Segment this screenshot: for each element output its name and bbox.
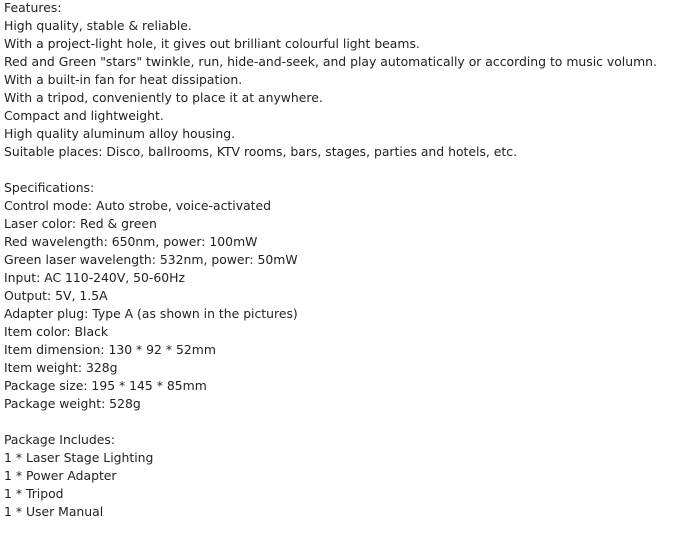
feature-item: With a built-in fan for heat dissipation. [4, 72, 243, 87]
section-spacer [4, 413, 682, 431]
product-description [4, 0, 682, 521]
features-heading: Features: [4, 0, 62, 15]
spec-item: Laser color: Red & green [4, 216, 157, 231]
package-item: 1 * User Manual [4, 504, 104, 519]
spec-item: Adapter plug: Type A (as shown in the pictures) [4, 306, 298, 321]
section-spacer [4, 161, 682, 179]
feature-item: High quality, stable & reliable. [4, 18, 192, 33]
spec-item: Package size: 195 * 145 * 85mm [4, 378, 207, 393]
features-section [4, 0, 682, 161]
spec-item: Item color: Black [4, 324, 109, 339]
spec-item: Input: AC 110-240V, 50-60Hz [4, 270, 185, 285]
feature-item: With a project-light hole, it gives out brilliant colourful light beams. [4, 36, 420, 51]
package-item: 1 * Power Adapter [4, 468, 117, 483]
spec-item: Control mode: Auto strobe, voice-activated [4, 198, 272, 213]
package-item: 1 * Tripod [4, 486, 64, 501]
specifications-heading: Specifications: [4, 180, 95, 195]
package-section [4, 431, 682, 521]
spec-item: Output: 5V, 1.5A [4, 288, 108, 303]
package-item: 1 * Laser Stage Lighting [4, 450, 154, 465]
spec-item: Green laser wavelength: 532nm, power: 50mW [4, 252, 298, 267]
spec-item: Item dimension: 130 * 92 * 52mm [4, 342, 216, 357]
feature-item: Red and Green "stars" twinkle, run, hide-and-seek, and play automatically or according to music volumn. [4, 54, 657, 69]
package-heading: Package Includes: [4, 432, 116, 447]
spec-item: Red wavelength: 650nm, power: 100mW [4, 234, 258, 249]
specifications-section [4, 179, 682, 413]
feature-item: With a tripod, conveniently to place it at anywhere. [4, 90, 323, 105]
feature-item: Compact and lightweight. [4, 108, 164, 123]
feature-item: High quality aluminum alloy housing. [4, 126, 236, 141]
feature-item: Suitable places: Disco, ballrooms, KTV rooms, bars, stages, parties and hotels, etc. [4, 144, 518, 159]
spec-item: Item weight: 328g [4, 360, 118, 375]
spec-item: Package weight: 528g [4, 396, 141, 411]
